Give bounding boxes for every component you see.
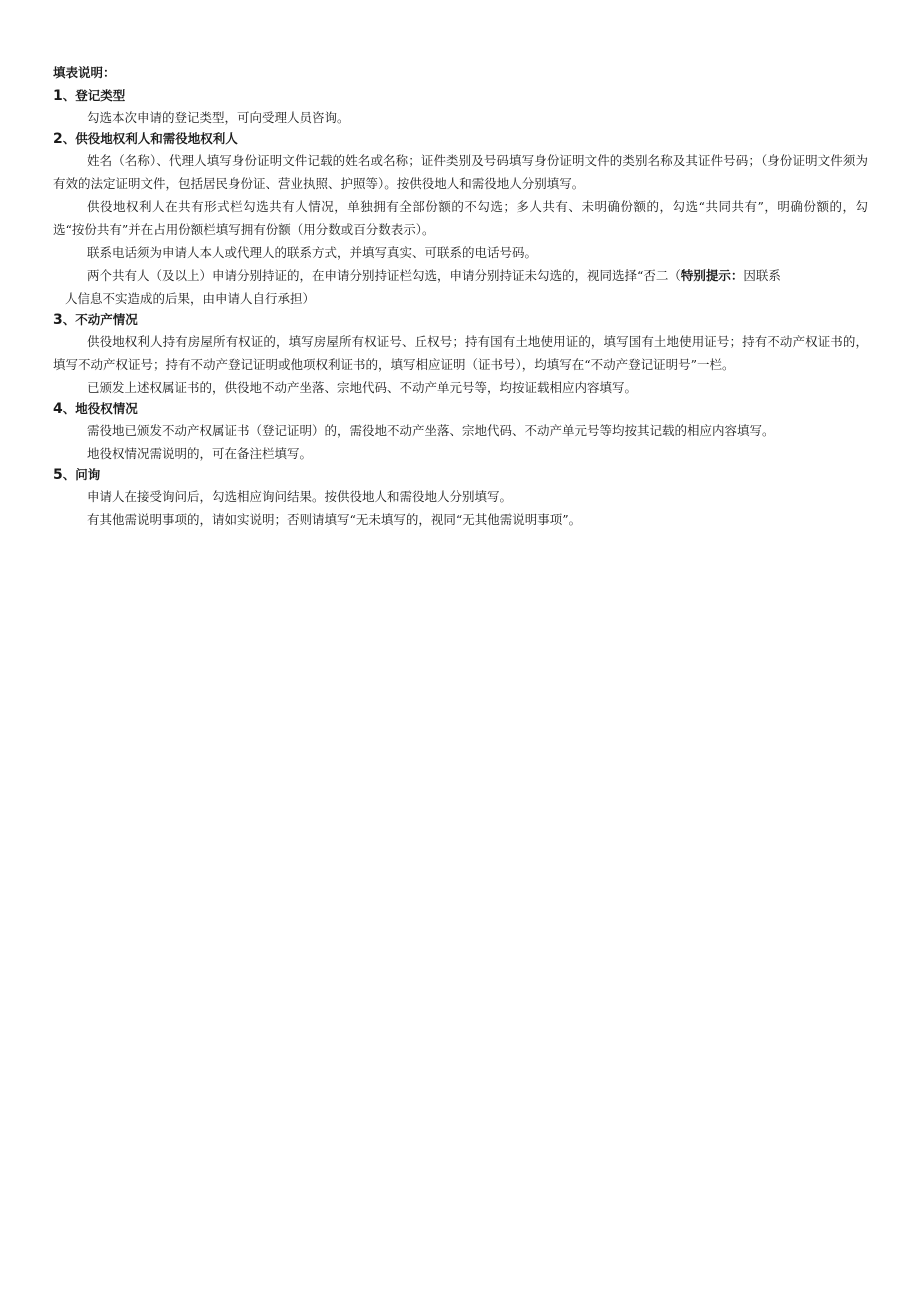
section-title: 问询: [75, 467, 101, 482]
section-separator: 、: [62, 88, 76, 103]
section-easement-status: [53, 399, 868, 465]
document-title: 填表说明：: [53, 65, 116, 80]
paragraph: 勾选本次申请的登记类型，可向受理人员咨询。: [87, 110, 350, 125]
special-notice-label: 特别提示：: [680, 268, 744, 283]
paragraph: 供役地权利人在共有形式栏勾选共有人情况，单独拥有全部份额的不勾选；多人共有、未明确份额的，勾选“共同共有”，明确份额的，勾选“按份共有”并在占用份额栏填写拥有份额（用分数或百分数表示）。: [53, 199, 868, 237]
section-heading: [53, 129, 868, 149]
section-registration-type: [53, 86, 868, 129]
section-heading: [53, 465, 868, 485]
section-separator: 、: [62, 467, 76, 482]
section-title: 供役地权利人和需役地权利人: [75, 131, 238, 146]
paragraph: 有其他需说明事项的，请如实说明；否则请填写“无未填写的，视同“无其他需说明事项”。: [87, 512, 582, 527]
notice-text: 因联系: [743, 268, 781, 283]
special-notice-paragraph: [53, 264, 868, 310]
section-heading: [53, 310, 868, 330]
section-separator: 、: [62, 131, 76, 146]
section-property-status: [53, 310, 868, 399]
paragraph: 已颁发上述权属证书的，供役地不动产坐落、宗地代码、不动产单元号等，均按证载相应内容填写。: [87, 380, 638, 395]
section-inquiry: [53, 465, 868, 531]
paragraph: 联系电话须为申请人本人或代理人的联系方式，并填写真实、可联系的电话号码。: [87, 245, 538, 260]
section-number: 2: [53, 131, 63, 147]
paragraph: 姓名（名称）、代理人填写身份证明文件记载的姓名或名称；证件类别及号码填写身份证明文件的类别名称及其证件号码；（身份证明文件须为有效的法定证明文件，包括居民身份证、营业执照、护照等）。按供役地人和需役地人分别填写。: [53, 153, 868, 191]
section-separator: 、: [62, 312, 76, 327]
section-number: 5: [53, 467, 63, 483]
notice-text: 两个共有人（及以上）申请分别持证的，在申请分别持证栏勾选，申请分别持证未勾选的，视同选择“否二（: [87, 268, 681, 283]
paragraph: 供役地权利人持有房屋所有权证的，填写房屋所有权证号、丘权号；持有国有土地使用证的，填写国有土地使用证号；持有不动产权证书的，填写不动产权证号；持有不动产登记证明或他项权利证书的，填写相应证明（证书号），均填写在“不动产登记证明号”一栏。: [53, 334, 868, 372]
paragraph: 地役权情况需说明的，可在备注栏填写。: [87, 446, 313, 461]
section-separator: 、: [62, 401, 76, 416]
section-number: 1: [53, 88, 63, 104]
paragraph: 需役地已颁发不动产权属证书（登记证明）的，需役地不动产坐落、宗地代码、不动产单元号等均按其记载的相应内容填写。: [87, 423, 775, 438]
section-rights-holders: [53, 129, 868, 310]
notice-text-continued: 人信息不实造成的后果，由申请人自行承担）: [65, 291, 316, 306]
section-heading: [53, 399, 868, 419]
section-heading: [53, 86, 868, 106]
section-title: 登记类型: [75, 88, 126, 103]
section-title: 地役权情况: [75, 401, 138, 416]
section-title: 不动产情况: [75, 312, 138, 327]
instructions-document: [53, 64, 868, 531]
paragraph: 申请人在接受询问后，勾选相应询问结果。按供役地人和需役地人分别填写。: [87, 489, 513, 504]
section-number: 4: [53, 401, 63, 417]
section-number: 3: [53, 312, 63, 328]
